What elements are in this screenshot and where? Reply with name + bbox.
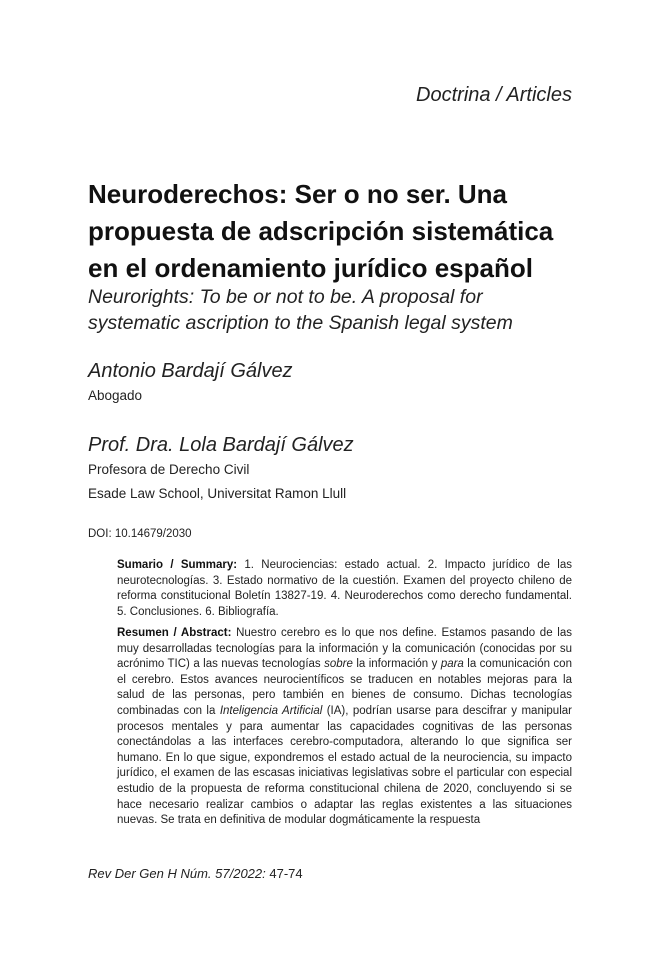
- summary-text: 1. Neurociencias: estado actual. 2. Impacto jurídico de las neurotecnologías. 3. Estado normativo de la cuestión. Examen del proyecto chileno de reforma constitucional Boletín 13827-19. 4. Neuroderechos como derecho fundamental. 5. Conclusiones. 6. Bibliografía.: [117, 559, 572, 618]
- abstract-emphasis: Inteligencia Artificial: [219, 704, 323, 717]
- doi: DOI: 10.14679/2030: [88, 528, 192, 540]
- abstract-text: (IA), podrían usarse para descifrar y manipular procesos mentales y para aumentar las capacidades cognitivas de las personas conectándolas a las interfaces cerebro-computadora, alterando lo que significa ser humano. En lo que sigue, expondremos el estado actual de la neurociencia, su impacto jurídico, el examen de las escasas iniciativas legislativas sobre el particular con especial estudio de la propuesta de reforma constitucional chilena de 2020, concluyendo si se hace necesario realizar cambios o adaptar las reglas existentes a las situaciones nuevas. Se trata en definitiva de modular dogmáticamente la respuesta: [117, 704, 572, 827]
- abstract-text: la información y: [352, 658, 441, 671]
- author-affiliation: Abogado: [88, 388, 143, 403]
- abstract-text: la comunicación con el cerebro. Estos avances neurocientíficos se traducen en notables mejoras para la salud de las personas, pero también en bienes de consumo. Dichas tecnologías combinadas con la: [117, 658, 572, 717]
- author-affiliation: Profesora de Derecho Civil: [88, 462, 250, 477]
- author-institution: Esade Law School, Universitat Ramon Llull: [88, 486, 347, 501]
- summary-paragraph: [117, 558, 572, 620]
- journal-citation-footer: [88, 866, 303, 881]
- author-name: Prof. Dra. Lola Bardají Gálvez: [88, 434, 354, 456]
- section-label: Doctrina / Articles: [416, 84, 572, 106]
- author-name: Antonio Bardají Gálvez: [88, 360, 293, 382]
- abstract-paragraph: [117, 626, 572, 829]
- article-subtitle-english: Neurorights: To be or not to be. A proposal for systematic ascription to the Spanish legal system: [88, 286, 513, 334]
- abstract-text: Nuestro cerebro es lo que nos define. Estamos pasando de las muy desarrolladas tecnologías para la información y la comunicación (conocidas por su acrónimo TIC) a las nuevas tecnologías: [117, 627, 572, 671]
- page-range: 47-74: [265, 866, 303, 881]
- journal-reference: Rev Der Gen H Núm. 57/2022:: [88, 866, 266, 881]
- abstract-label: Resumen / Abstract:: [117, 627, 232, 639]
- summary-label: Sumario / Summary:: [117, 559, 238, 571]
- article-title: Neuroderechos: Ser o no ser. Una propuesta de adscripción sistemática en el ordenamiento jurídico español: [88, 179, 554, 283]
- abstract-emphasis: para: [440, 658, 464, 671]
- abstract-emphasis: sobre: [324, 658, 353, 671]
